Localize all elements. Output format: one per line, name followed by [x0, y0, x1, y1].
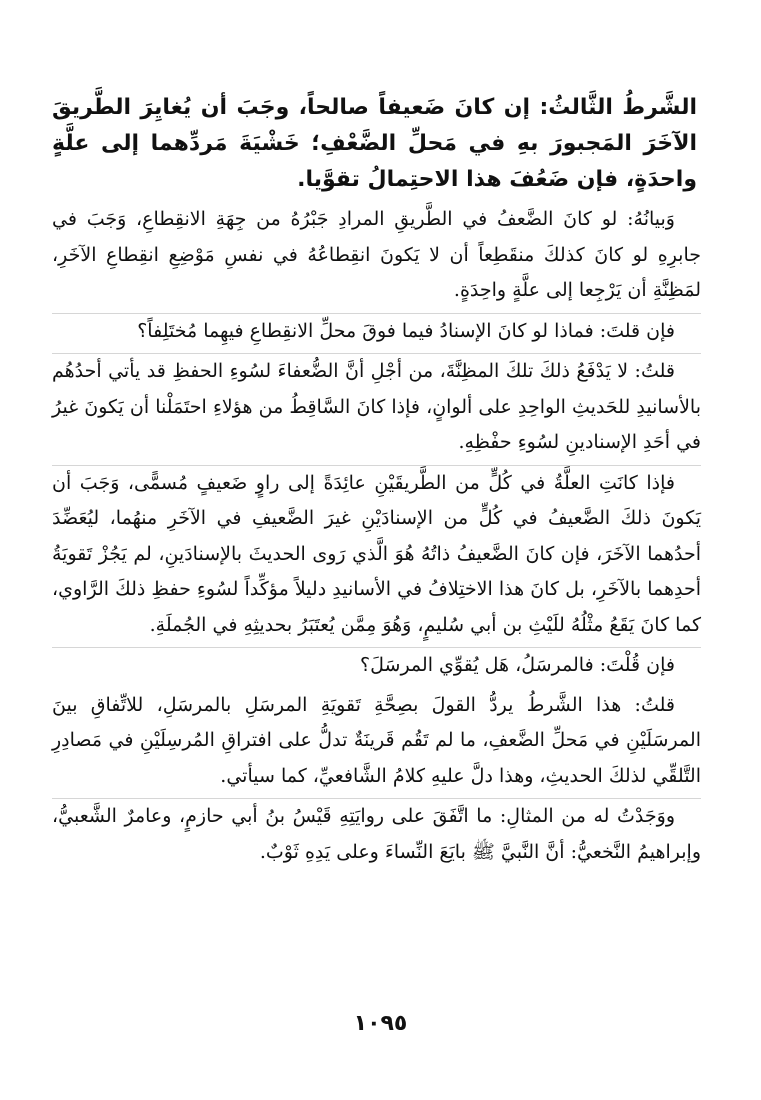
paragraph-answer-1: قلتُ: لا يَدْفَعُ ذلكَ تلكَ المظِنَّةَ، من أجْلِ أنَّ الضُّعفاءَ لسُوءِ الحفظِ قد يأتي أحدُهُم بالأسانيدِ للحَديثِ الواحِدِ على ألوانٍ، فإذا كانَ السَّاقِطُ من هؤلاءِ احتَمَلْنا أن يَكونَ غيرُ في أحَدِ الإسنادينِ لسُوءِ حفْظِهِ. [52, 354, 701, 466]
paragraph-example: ووَجَدْتُ له من المثالِ: ما اتَّفَقَ على روايَتِهِ قَيْسُ بنُ أبي حازمٍ، وعامرٌ الشَّعبيُّ، وإبراهيمُ النَّخعيُّ: أنَّ النَّبيَّ ﷺ بايَعَ النِّساءَ وعلى يَدِهِ ثَوْبٌ. [52, 805, 701, 863]
condition-heading: الشَّرطُ الثَّالثُ: إن كانَ ضَعيفاً صالحاً، وجَبَ أن يُغايِرَ الطَّريقَ الآخَرَ المَجبورَ بهِ في مَحلِّ الضَّعْفِ؛ خَشْيَةَ مَردِّهما إلى علَّةٍ واحدَةٍ، فإن ضَعُفَ هذا الاحتِمالُ تقوَّيا. [52, 95, 697, 192]
paragraph-answer-2: قلتُ: هذا الشَّرطُ يردُّ القولَ بصِحَّةِ تَقويَةِ المرسَلِ بالمرسَلِ، للاتِّفاقِ بينَ المرسَلَيْنِ في مَحلِّ الضَّعفِ، ما لم تَقُم قَرينَةٌ تدلُّ على افتراقِ المُرسِلَيْنِ في مَصادِرِ التَّلقِّي لذلكَ الحديثِ، وهذا دلَّ عليهِ كلامُ الشَّافعيِّ، كما سيأتي. [52, 688, 701, 800]
paragraph-question-1: فإن قلتَ: فماذا لو كانَ الإسنادُ فيما فوقَ محلِّ الانقِطاعِ فيهِما مُختَلِفاً؟ [52, 314, 701, 355]
paragraph-explanation: وَبيانُهُ: لو كانَ الضَّعفُ في الطَّريقِ المرادِ جَبْرُهُ من جِهَةِ الانقِطاعِ، وَجَبَ في جابرِهِ لو كانَ كذلكَ منقَطِعاً أن لا يَكونَ انقِطاعُهُ في نفسِ مَوْضِعِ انقِطاعِ الآخَرِ، لمَظِنَّةِ أن يَرْجِعا إلى علَّةٍ واحِدَةٍ. [52, 202, 701, 314]
paragraph-narrator-discussion: فإذا كانَتِ العلَّةُ في كُلٍّ من الطَّريقَيْنِ عائِدَةً إلى راوٍ ضَعيفٍ مُسمًّى، وَجَبَ أن يَكونَ ذلكَ الضَّعيفُ في كُلٍّ من الإسنادَيْنِ غيرَ الضَّعيفِ في الآخَرِ منهُما، ليُعَضِّدَ أحدُهما الآخَرَ، فإن كانَ الضَّعيفُ ذاتُهُ هُوَ الَّذي رَوى الحديثَ بالإسنادَينِ، لم يَجُزْ تَقويَةُ أحدِهما بالآخَرِ، بل كانَ هذا الاختِلافُ في الأسانيدِ دليلاً مؤكِّداً لسُوءِ حفظِ ذلكَ الرَّاوي، كما كانَ يَقَعُ مثْلُهُ للَيْثِ بن أبي سُليمٍ، وَهُوَ مِمَّن يُعتَبَرُ بحديثِهِ في الجُملَةِ. [52, 466, 701, 649]
page-number: ١٠٩٥ [353, 1011, 408, 1036]
paragraph-question-2: فإن قُلْتَ: فالمرسَلُ، هَل يُقوِّي المرسَلَ؟ [360, 654, 675, 676]
